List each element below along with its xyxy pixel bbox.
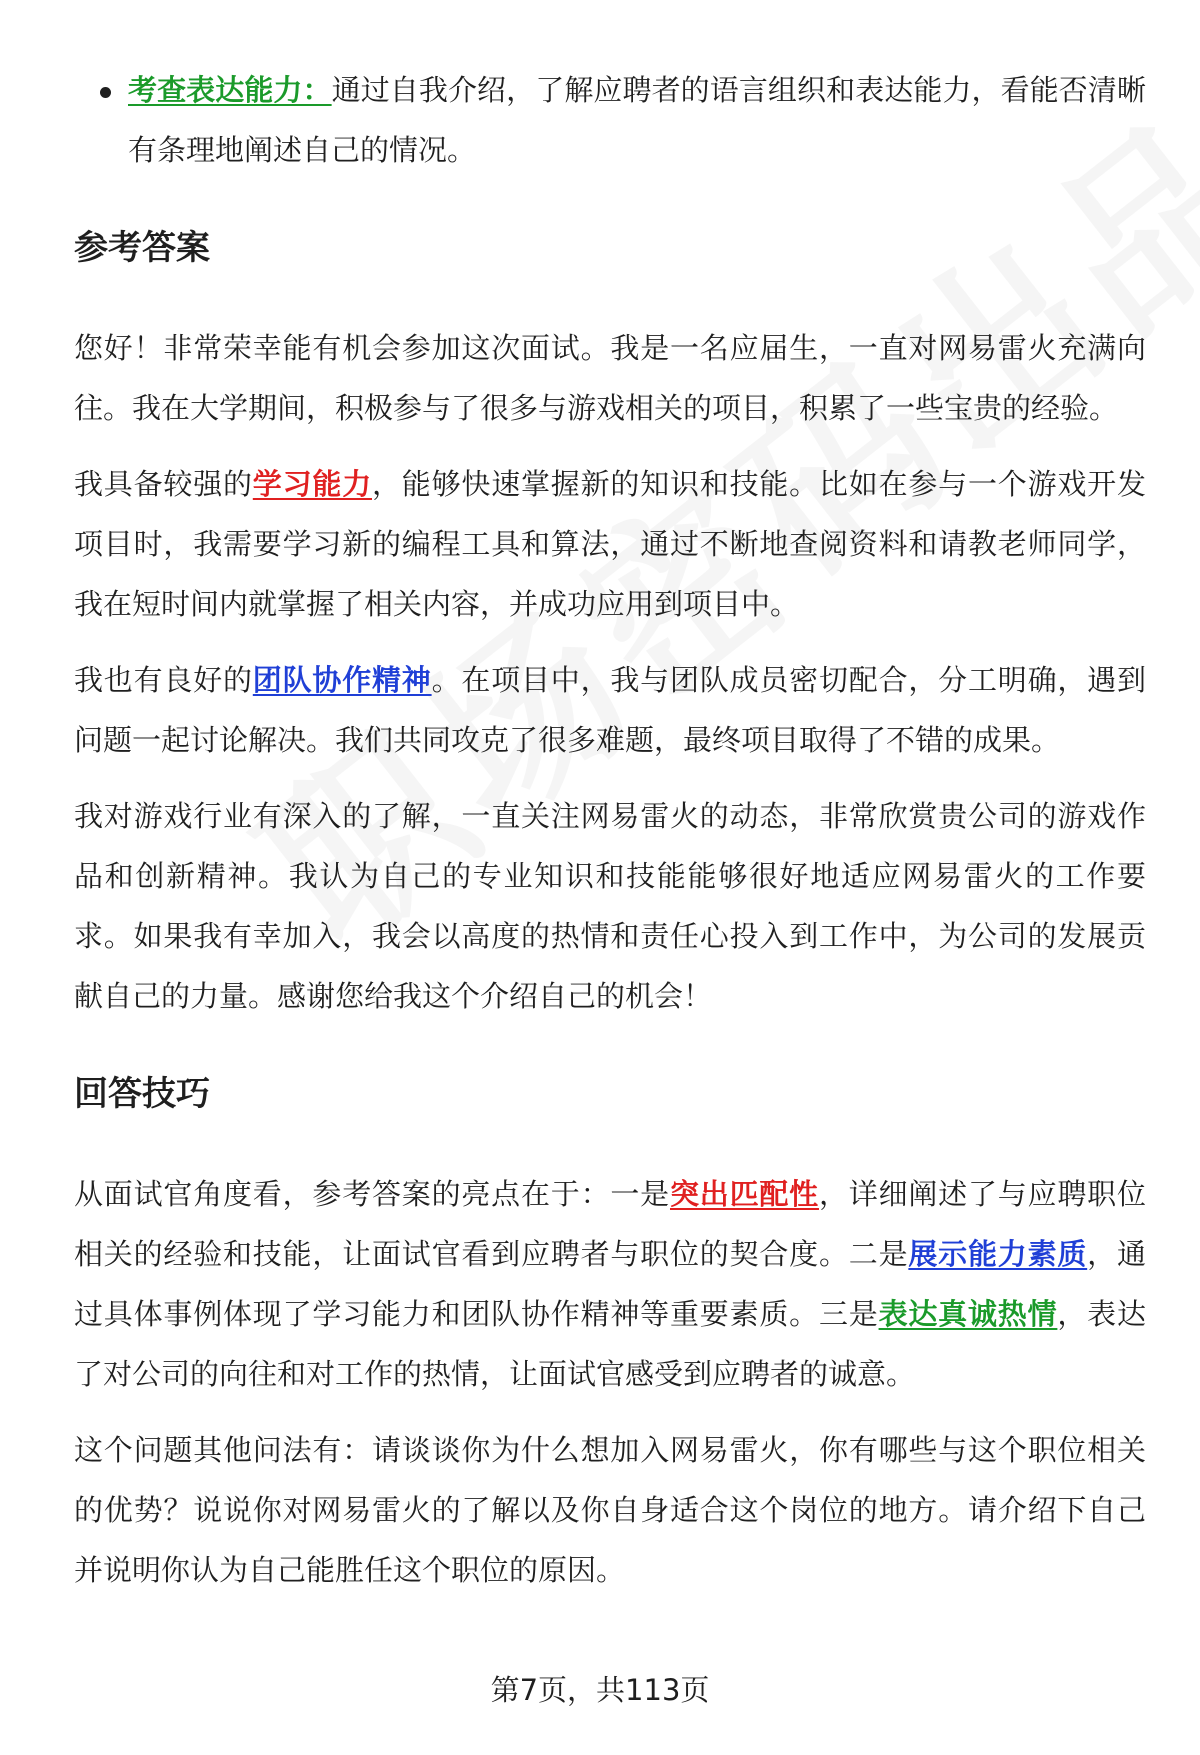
tips-paragraph-2: 这个问题其他问法有：请谈谈你为什么想加入网易雷火，你有哪些与这个职位相关的优势？说说你对网易雷火的了解以及你自身适合这个岗位的地方。请介绍下自己并说明你认为自己能胜任这个职位的原因。 <box>74 1433 1146 1587</box>
highlight-teamwork: 团队协作精神 <box>252 663 432 697</box>
highlight-matching: 突出匹配性 <box>669 1177 819 1211</box>
bullet-text <box>128 60 1146 180</box>
bullet-item <box>74 60 1146 180</box>
answer-paragraph-3 <box>74 650 1146 770</box>
answer-paragraph-1: 您好！非常荣幸能有机会参加这次面试。我是一名应届生，一直对网易雷火充满向往。我在大学期间，积极参与了很多与游戏相关的项目，积累了一些宝贵的经验。 <box>74 331 1146 425</box>
highlight-sincerity: 表达真诚热情 <box>878 1297 1058 1331</box>
answer-p2-pre: 我具备较强的 <box>74 467 253 501</box>
heading-reference-answer: 参考答案 <box>74 228 210 268</box>
tips-p1-c: ，通过具体事例体现了学习能力和团队协作精神等重要素质。三是 <box>74 1237 1146 1331</box>
document-content <box>74 60 1146 1600</box>
answer-p2-post: ，能够快速掌握新的知识和技能。比如在参与一个游戏开发项目时，我需要学习新的编程工具和算法，通过不断地查阅资料和请教老师同学，我在短时间内就掌握了相关内容，并成功应用到项目中。 <box>74 467 1146 621</box>
tips-paragraph-1 <box>74 1164 1146 1404</box>
answer-p3-post: 。在项目中，我与团队成员密切配合，分工明确，遇到问题一起讨论解决。我们共同攻克了很多难题，最终项目取得了不错的成果。 <box>74 663 1146 757</box>
tips-p1-a: 从面试官角度看，参考答案的亮点在于：一是 <box>74 1177 670 1211</box>
bullet-body: 通过自我介绍，了解应聘者的语言组织和表达能力，看能否清晰有条理地阐述自己的情况。 <box>128 73 1146 167</box>
bullet-dot-icon <box>100 87 111 98</box>
tips-p1-d: ，表达了对公司的向往和对工作的热情，让面试官感受到应聘者的诚意。 <box>74 1297 1146 1391</box>
page-number: 第7页，共113页 <box>490 1673 710 1707</box>
heading-answer-tips: 回答技巧 <box>74 1074 210 1114</box>
tips-p1-b: ，详细阐述了与应聘职位相关的经验和技能，让面试官看到应聘者与职位的契合度。二是 <box>74 1177 1146 1271</box>
answer-p3-pre: 我也有良好的 <box>74 663 253 697</box>
answer-paragraph-4: 我对游戏行业有深入的了解，一直关注网易雷火的动态，非常欣赏贵公司的游戏作品和创新精神。我认为自己的专业知识和技能能够很好地适应网易雷火的工作要求。如果我有幸加入，我会以高度的热情和责任心投入到工作中，为公司的发展贡献自己的力量。感谢您给我这个介绍自己的机会！ <box>74 799 1146 1013</box>
highlight-learning-ability: 学习能力 <box>252 467 372 501</box>
answer-paragraph-2 <box>74 454 1146 634</box>
bullet-label: 考查表达能力： <box>128 73 332 107</box>
highlight-abilities: 展示能力素质 <box>908 1237 1088 1271</box>
